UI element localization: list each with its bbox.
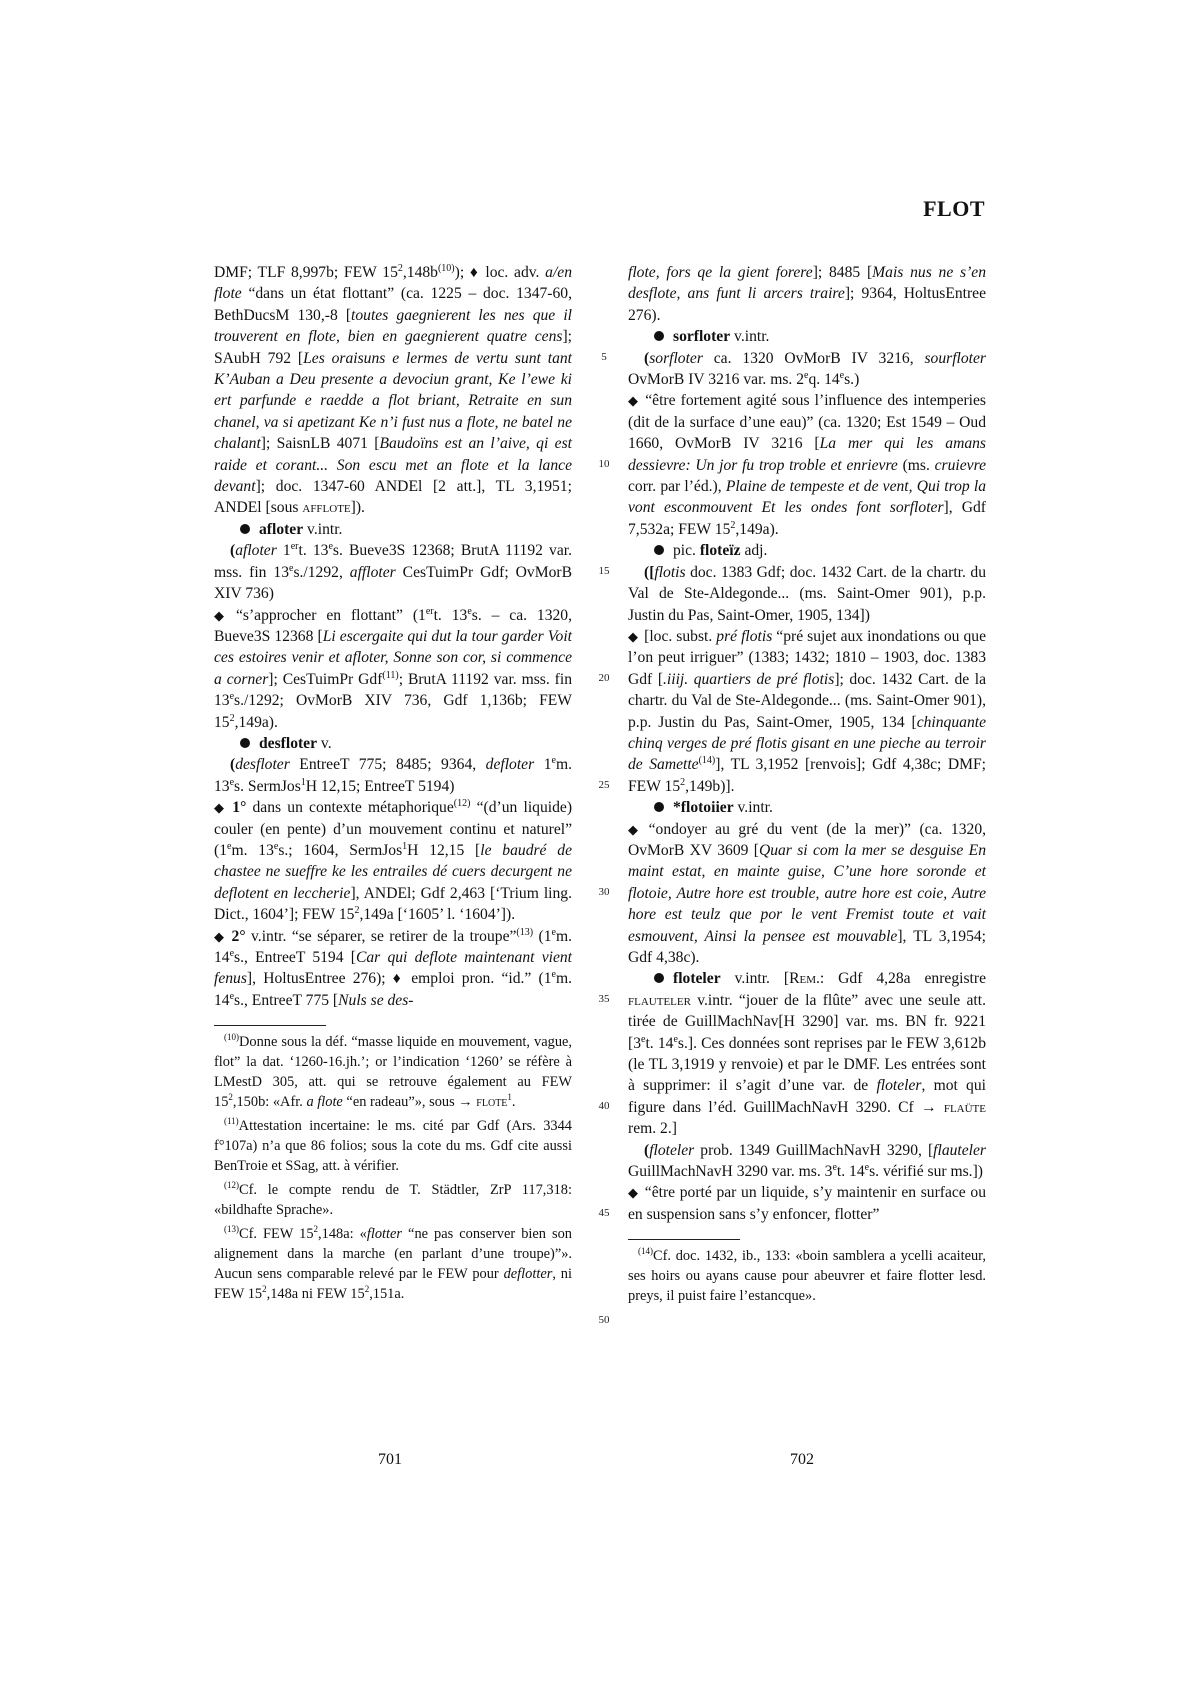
entry-floteler-gloss: ◆ “être porté par un liquide, s’y maintenir en surface ou en suspension sans s’y enfoncer, flotter” bbox=[628, 1184, 986, 1223]
diamond-icon: ◆ bbox=[214, 928, 226, 944]
entry-sorfloter-forms: (sorfloter ca. 1320 OvMorB IV 3216, sourfloter OvMorB IV 3216 var. ms. 2eq. 14es.) bbox=[628, 349, 986, 389]
footnote-rule bbox=[628, 1239, 740, 1240]
right-column bbox=[628, 262, 986, 1310]
footnote-14: $^{(14)}$Cf. doc. 1432, ib., 133: «boin samblera a ycelli acaiteur, ses hoirs ou ayans cause pour abeuvrer et faire flotter lesd. preys, il puist faire l’estancque». bbox=[628, 1246, 986, 1305]
line-number: 35 bbox=[598, 993, 610, 1005]
entry-floteler-headword: floteler v.intr. [Rem.: Gdf 4,28a enregistre flauteler v.intr. “jouer de la flûte” avec une seule att. tirée de GuillMachNav[H 3290] var. ms. BN fr. 9221 [3et. 14es.]. Ces données sont reprises par le FEW 3,612b (le TL 3,1919 y renvoie) et par le DMF. Les entrées sont à supprimer: il s’agit d’une var. de floteler, mot qui figure dans l’éd. GuillMachNavH 3290. Cf → flaüte rem. 2.] bbox=[628, 970, 986, 1138]
diamond-icon: ◆ bbox=[628, 1185, 639, 1201]
entry-sorfloter-headword: sorfloter v.intr. bbox=[628, 326, 986, 347]
line-number: 15 bbox=[598, 565, 610, 577]
paragraph-flote-locution: DMF; TLF 8,997b; FEW $15^2,148b^{(10)}$); ♦ loc. adv. a/en flote “dans un état flottant” (ca. 1225 – doc. 1347-60, BethDucsM 130,-8 [toutes gaegnierent les nes que il trouverent en flote, bien en gaegnierent quatre cens]; SAubH 792 [Les oraisuns e lermes de vertu sunt tant K’Auban a Deu presente a devociun grant, Ke l’ewe ki ert parfunde e raedde a flot briant, Retraite en sun chanel, va si apetizant Ke n’i fust nus a flote, ne batel ne chalant]; SaisnLB 4071 [Baudoïns est an l’aive, qi est raide et corant... Son escu met an flote et la lance devant]; doc. 1347-60 ANDEl [2 att.], TL 3,1951; ANDEl [sous afflote]). bbox=[214, 262, 572, 517]
line-number: 5 bbox=[601, 351, 607, 363]
entry-sorfloter-gloss: ◆ “être fortement agité sous l’influence des intemperies (dit de la surface d’une eau)” (ca. 1320; Est 1549 – Oud 1660, OvMorB IV 3216 [La mer qui les amans dessievre: Un jor fu trop troble et enrievre (ms. cruievre corr. par l’éd.), Plaine de tempeste et de vent, Qui trop la vont esconmouvent Et les ondes font sorfloter], Gdf 7,532a; FEW $15^2,149a$). bbox=[628, 392, 987, 538]
line-number: 30 bbox=[598, 886, 610, 898]
entry-flotoiier-gloss: ◆ “ondoyer au gré du vent (de la mer)” (ca. 1320, OvMorB XV 3609 [Quar si com la mer se desguise En maint estat, en mainte guise, C’une hore soronde et flotoie, Autre hore est trouble, autre hore est coie, Autre hore est teulz que por le vent Fremist toute et vait esmouvent, Ainsi la pensee est mouvable], TL 3,1954; Gdf 4,38c). bbox=[628, 820, 987, 966]
line-number: 50 bbox=[598, 1314, 610, 1326]
line-number: 20 bbox=[598, 672, 610, 684]
entry-desfloter-headword: desfloter v. bbox=[214, 733, 572, 754]
footnote-rule bbox=[214, 1025, 326, 1026]
entry-floteiz-forms: ([flotis doc. 1383 Gdf; doc. 1432 Cart. de la chartr. du Val de Ste-Aldegonde... (ms. Saint-Omer 901), p.p. Justin du Pas, Saint-Omer, 1905, 134]) bbox=[628, 563, 986, 624]
footnote-13: $^{(13)}$Cf. FEW $15^2,148a$: «flotter “ne pas conserver bien son alignement dans la marche (en parlant d’une troupe)”». Aucun sens comparable relevé par le FEW pour deflotter, ni FEW $15^2,148a$ ni FEW $15^2,151a$. bbox=[214, 1224, 572, 1303]
bullet-icon bbox=[654, 545, 664, 555]
left-column bbox=[214, 262, 572, 1308]
entry-floteler-forms: (floteler prob. 1349 GuillMachNavH 3290, [flauteler GuillMachNavH 3290 var. ms. 3et. 14es. vérifié sur ms.]) bbox=[628, 1141, 986, 1181]
entry-desfloter-forms: (desfloter EntreeT 775; 8485; 9364, defloter 1em. 13es. SermJos$^1$H 12,15; EntreeT 5194) bbox=[214, 755, 572, 795]
diamond-icon: ◆ bbox=[628, 821, 643, 837]
line-number: 25 bbox=[598, 779, 610, 791]
line-number: 10 bbox=[598, 458, 610, 470]
line-number: 45 bbox=[598, 1207, 610, 1219]
entry-afloter-forms: (afloter 1ert. 13es. Bueve3S 12368; BrutA 11192 var. mss. fin 13es./1292, affloter CesTuimPr Gdf; OvMorB XIV 736) bbox=[214, 541, 572, 603]
bullet-icon bbox=[240, 738, 250, 748]
entry-afloter-gloss: ◆ “s’approcher en flottant” (1ert. 13es. – ca. 1320, Bueve3S 12368 [Li escergaite qui dut la tour garder Voit ces estoires venir et afloter, Sonne son cor, si commence a corner]; CesTuimPr Gdf$^{(11)}$; BrutA 11192 var. mss. fin 13es./1292; OvMorB XIV 736, Gdf 1,136b; FEW $15^2,149a$). bbox=[214, 605, 572, 731]
entry-desfloter-sense-1: ◆ 1° dans un contexte métaphorique$^{(12)}$ “(d’un liquide) couler (en pente) d’un mouvement continu et naturel” (1em. 13es.; 1604, SermJos$^1$H 12,15 [le baudré de chastee ne sueffre ke les entrailes dé cuers decurgent ne deflotent en leccherie], ANDEl; Gdf 2,463 [‘Trium ling. Dict., 1604’]; FEW $15^2,149a$ [‘1605’ l. ‘1604’]). bbox=[214, 797, 573, 924]
entry-floteiz-headword: pic. floteïz adj. bbox=[628, 540, 986, 561]
bullet-icon bbox=[654, 973, 664, 983]
entry-flotoiier-headword: *flotoiier v.intr. bbox=[628, 797, 986, 818]
entry-floteiz-gloss: ◆ [loc. subst. pré flotis “pré sujet aux inondations ou que l’on peut irriguer” (1383; 1432; 1810 – 1903, doc. 1383 Gdf [.iiij. quartiers de pré flotis]; doc. 1432 Cart. de la chartr. du Val de Ste-Aldegonde... (ms. Saint-Omer 901), p.p. Justin du Pas, Saint-Omer, 1905, 134 [chinquante chinq verges de pré flotis gisant en une pieche au terroir de Samette$^{(14)}$], TL 3,1952 [renvois]; Gdf 4,38c; DMF; FEW $15^2,149b$)]. bbox=[628, 627, 987, 795]
bullet-icon bbox=[240, 524, 250, 534]
diamond-icon: ◆ bbox=[214, 607, 230, 623]
diamond-icon: ◆ bbox=[628, 393, 640, 409]
entry-desfloter-sense-2: ◆ 2° v.intr. “se séparer, se retirer de la troupe”$^{(13)}$ (1em. 14es., EntreeT 5194 [Car qui deflote maintenant vient fenus], HoltusEntree 276); ♦ emploi pron. “id.” (1em. 14es., EntreeT 775 [Nuls se des- bbox=[214, 926, 572, 1009]
bullet-icon bbox=[654, 802, 664, 812]
footnote-11: $^{(11)}$Attestation incertaine: le ms. cité par Gdf (Ars. 3344 f°107a) n’a que 86 folios; sous la cote du ms. Gdf cite aussi BenTroie et SSag, att. à vérifier. bbox=[214, 1116, 572, 1175]
diamond-icon: ◆ bbox=[214, 800, 227, 816]
footnote-10: $^{(10)}$Donne sous la déf. “masse liquide en mouvement, vague, flot” la dat. ‘1260-16.jh.’; or l’indication ‘1260’ se réfère à LMestD 305, att. qui se retrouve également au FEW $15^2,150b$: «Afr. a flote “en radeau”», sous → flote$^1$. bbox=[214, 1032, 572, 1111]
entry-afloter-headword: afloter v.intr. bbox=[214, 519, 572, 540]
page-number-right: 702 bbox=[790, 1451, 814, 1468]
diamond-icon: ◆ bbox=[628, 628, 639, 644]
line-number: 40 bbox=[598, 1100, 610, 1112]
running-header: FLOT bbox=[923, 196, 985, 221]
paragraph-continuation: flote, fors qe la gient forere]; 8485 [Mais nus ne s’en desflote, ans funt li arcers traire]; 9364, HoltusEntree 276). bbox=[628, 264, 987, 324]
bullet-icon bbox=[654, 331, 664, 341]
page-number-left: 701 bbox=[378, 1451, 402, 1468]
footnote-12: $^{(12)}$Cf. le compte rendu de T. Städtler, ZrP 117,318: «bildhafte Sprache». bbox=[214, 1180, 572, 1219]
